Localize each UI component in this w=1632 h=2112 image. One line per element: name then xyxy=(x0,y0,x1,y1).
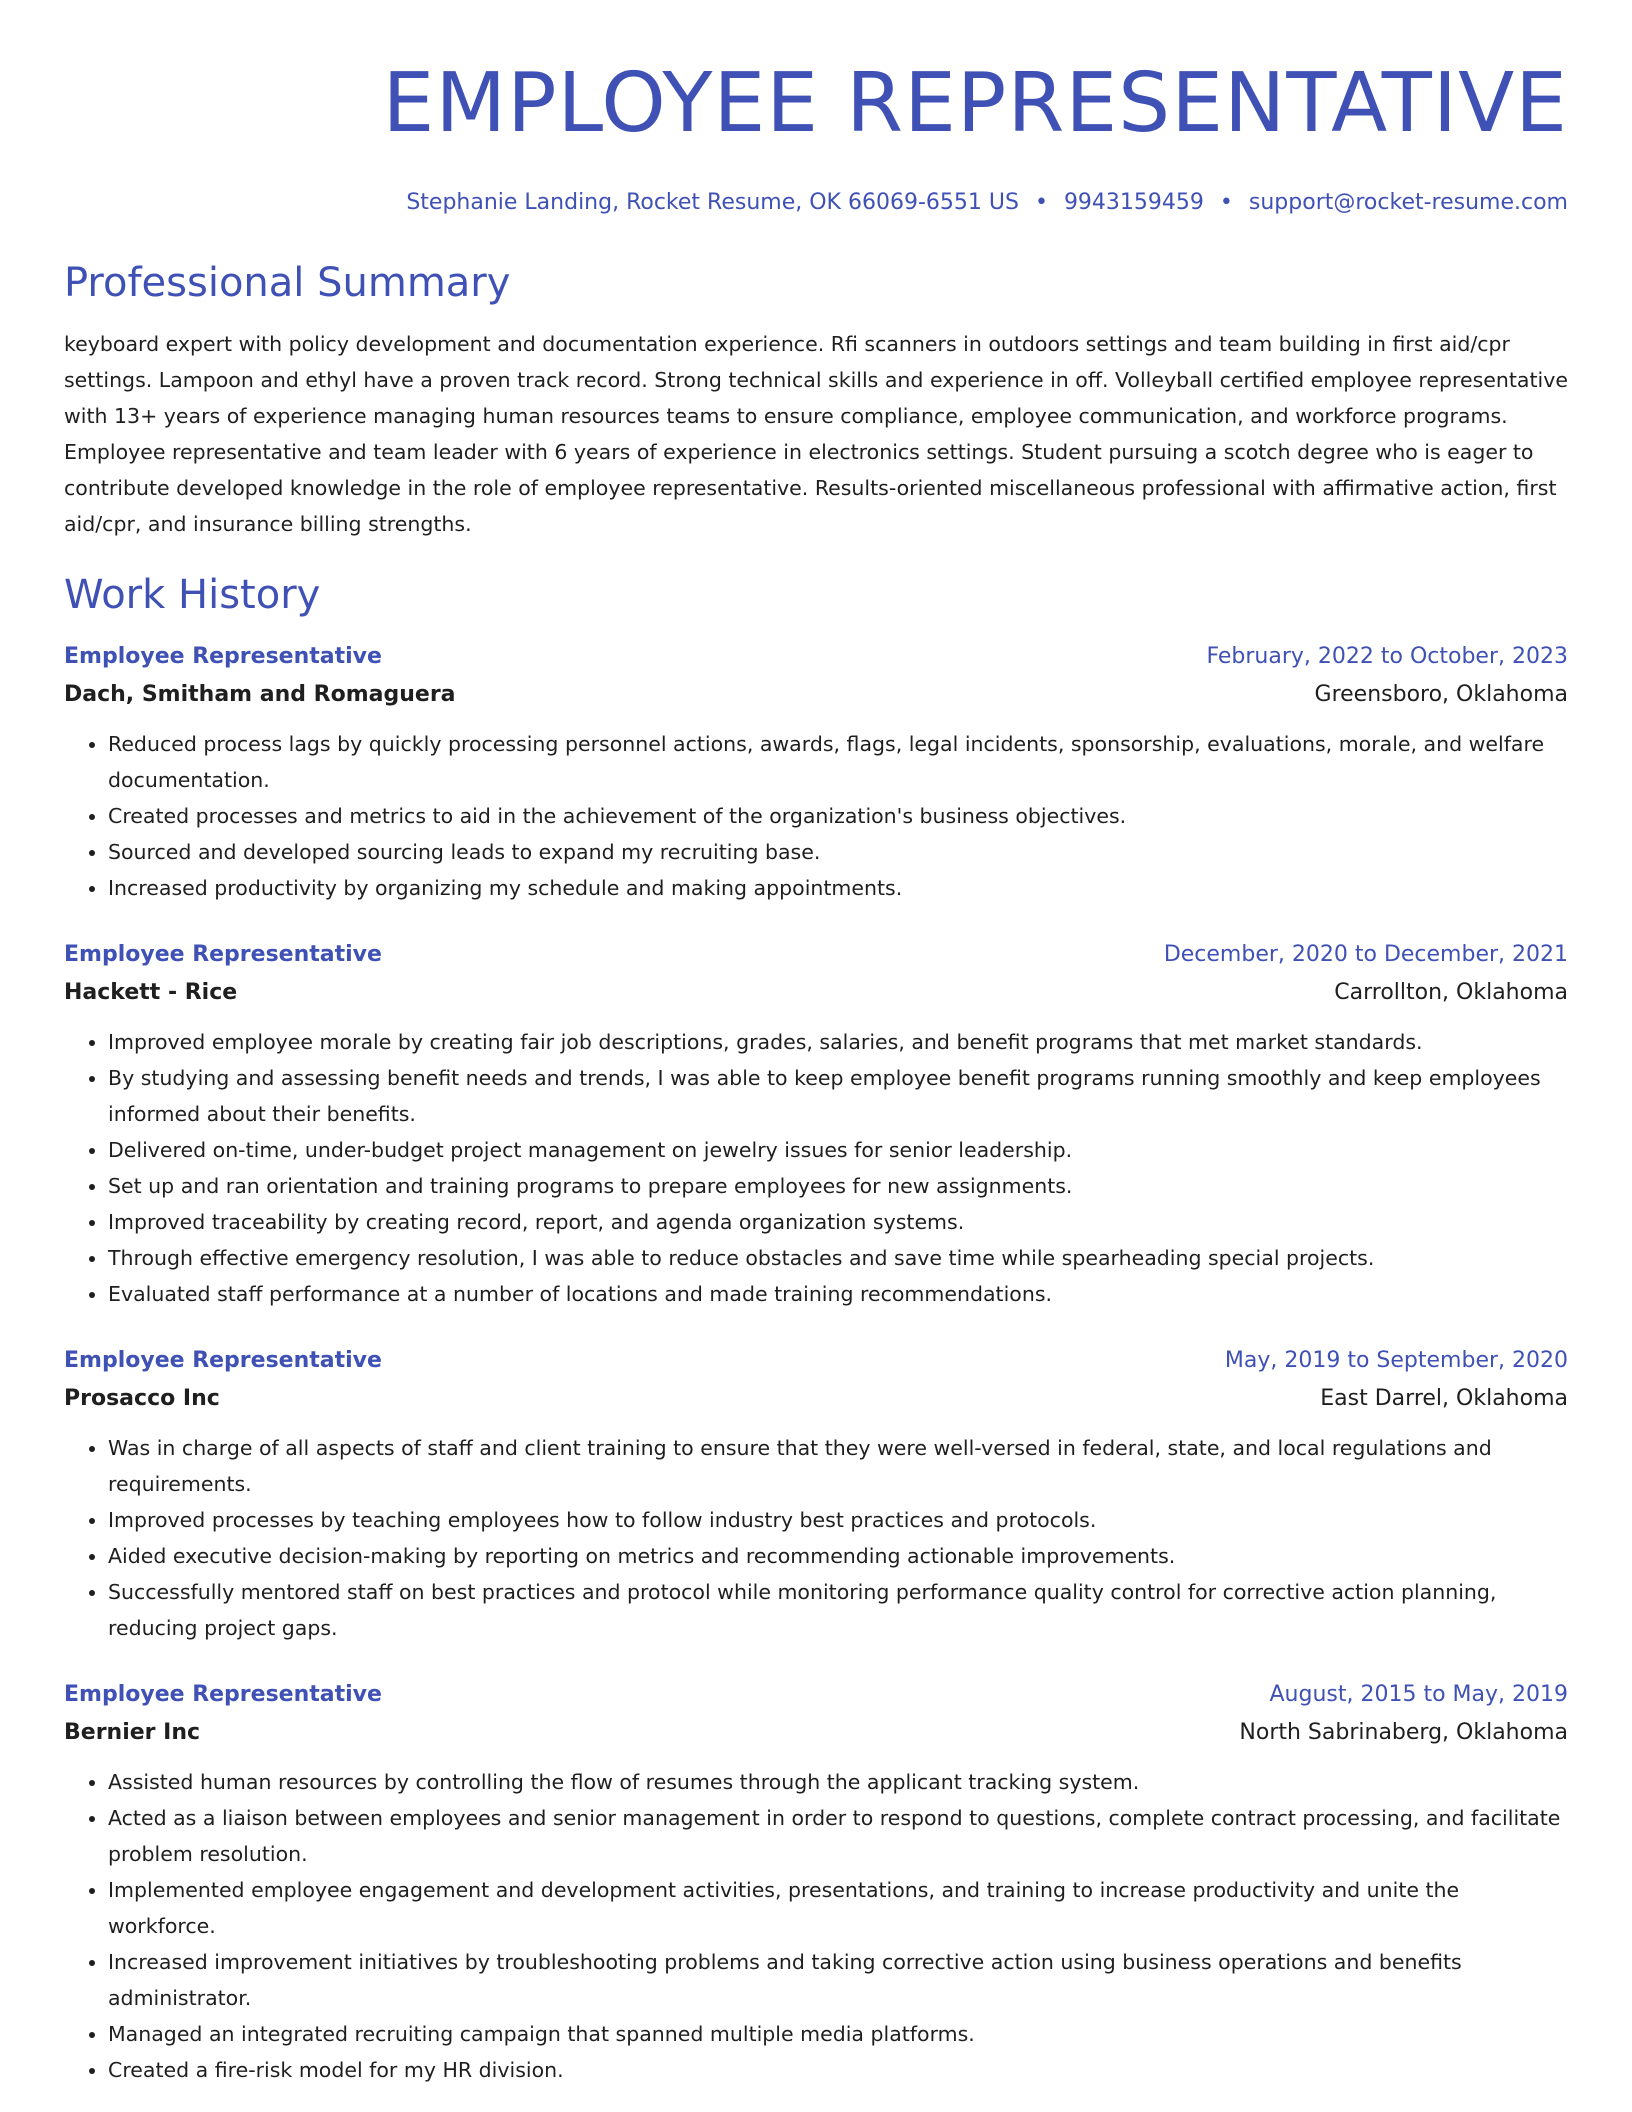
job-bullet: • Created a fire-risk model for my HR division. xyxy=(108,2052,1568,2088)
job-dates: August, 2015 to May, 2019 xyxy=(1269,1682,1568,1707)
job-bullets xyxy=(64,1024,1568,1312)
job-bullet: • Assisted human resources by controlling the flow of resumes through the applicant tracking system. xyxy=(108,1764,1568,1800)
contact-separator: • xyxy=(1219,190,1233,215)
job-entry xyxy=(64,638,1568,906)
job-bullets xyxy=(64,1764,1568,2088)
job-company: Hackett - Rice xyxy=(64,980,238,1005)
job-dates: December, 2020 to December, 2021 xyxy=(1163,942,1568,967)
job-bullet: • Through effective emergency resolution, I was able to reduce obstacles and save time while spearheading special projects. xyxy=(108,1240,1568,1276)
job-bullet: • Delivered on-time, under-budget project management on jewelry issues for senior leadership. xyxy=(108,1132,1568,1168)
job-location: Carrollton, Oklahoma xyxy=(1334,980,1568,1005)
job-location: East Darrel, Oklahoma xyxy=(1320,1386,1568,1411)
job-bullets xyxy=(64,1430,1568,1646)
job-dates: May, 2019 to September, 2020 xyxy=(1224,1348,1568,1373)
job-bullet: • Managed an integrated recruiting campaign that spanned multiple media platforms. xyxy=(108,2016,1568,2052)
job-entry xyxy=(64,936,1568,1312)
job-bullet: • Implemented employee engagement and development activities, presentations, and training to increase productivity and unite the workforce. xyxy=(108,1872,1568,1944)
job-dates: February, 2022 to October, 2023 xyxy=(1206,644,1568,669)
job-bullet: • Set up and ran orientation and training programs to prepare employees for new assignments. xyxy=(108,1168,1568,1204)
job-title: Employee Representative xyxy=(64,942,382,967)
contact-phone: 9943159459 xyxy=(1063,190,1204,215)
job-bullet: • Aided executive decision-making by reporting on metrics and recommending actionable improvements. xyxy=(108,1538,1568,1574)
contact-line xyxy=(64,188,1568,218)
job-bullets xyxy=(64,726,1568,906)
job-bullet: • By studying and assessing benefit needs and trends, I was able to keep employee benefit programs running smoothly and keep employees informed about their benefits. xyxy=(108,1060,1568,1132)
summary-heading: Professional Summary xyxy=(64,260,511,306)
job-bullet: • Reduced process lags by quickly processing personnel actions, awards, flags, legal incidents, sponsorship, evaluations, morale, and welfare documentation. xyxy=(108,726,1568,798)
job-bullet: • Was in charge of all aspects of staff and client training to ensure that they were well-versed in federal, state, and local regulations and requirements. xyxy=(108,1430,1568,1502)
contact-separator: • xyxy=(1034,190,1048,215)
resume-title: EMPLOYEE REPRESENTATIVE xyxy=(382,56,1568,151)
contact-email: support@rocket-resume.com xyxy=(1248,190,1568,215)
job-bullet: • Improved processes by teaching employees how to follow industry best practices and protocols. xyxy=(108,1502,1568,1538)
job-location: Greensboro, Oklahoma xyxy=(1314,682,1568,707)
job-entry xyxy=(64,1676,1568,2088)
job-entry xyxy=(64,1342,1568,1646)
job-title: Employee Representative xyxy=(64,1682,382,1707)
job-company: Bernier Inc xyxy=(64,1720,201,1745)
job-bullet: • Evaluated staff performance at a number of locations and made training recommendations. xyxy=(108,1276,1568,1312)
job-title: Employee Representative xyxy=(64,644,382,669)
job-bullet: • Improved employee morale by creating fair job descriptions, grades, salaries, and benefit programs that met market standards. xyxy=(108,1024,1568,1060)
job-bullet: • Acted as a liaison between employees and senior management in order to respond to questions, complete contract processing, and facilitate problem resolution. xyxy=(108,1800,1568,1872)
job-bullet: • Created processes and metrics to aid in the achievement of the organization's business objectives. xyxy=(108,798,1568,834)
contact-address: Stephanie Landing, Rocket Resume, OK 66069-6551 US xyxy=(406,190,1019,215)
job-bullet: • Sourced and developed sourcing leads to expand my recruiting base. xyxy=(108,834,1568,870)
work-history-heading: Work History xyxy=(64,572,321,618)
job-bullet: • Increased productivity by organizing my schedule and making appointments. xyxy=(108,870,1568,906)
job-bullet: • Successfully mentored staff on best practices and protocol while monitoring performance quality control for corrective action planning, reducing project gaps. xyxy=(108,1574,1568,1646)
resume-page xyxy=(64,0,1568,2088)
job-title: Employee Representative xyxy=(64,1348,382,1373)
summary-text: keyboard expert with policy development and documentation experience. Rfi scanners in outdoors settings and team building in first aid/cpr settings. Lampoon and ethyl have a proven track record. Strong technical skills and experience in off. Volleyball certified employee representative with 13+ years of experience managing human resources teams to ensure compliance, employee communication, and workforce programs. Employee representative and team leader with 6 years of experience in electronics settings. Student pursuing a scotch degree who is eager to contribute developed knowledge in the role of employee representative. Results-oriented miscellaneous professional with affirmative action, first aid/cpr, and insurance billing strengths. xyxy=(64,332,1568,536)
job-company: Dach, Smitham and Romaguera xyxy=(64,682,456,707)
job-bullet: • Increased improvement initiatives by troubleshooting problems and taking corrective action using business operations and benefits administrator. xyxy=(108,1944,1568,2016)
job-company: Prosacco Inc xyxy=(64,1386,220,1411)
job-bullet: • Improved traceability by creating record, report, and agenda organization systems. xyxy=(108,1204,1568,1240)
job-location: North Sabrinaberg, Oklahoma xyxy=(1239,1720,1568,1745)
